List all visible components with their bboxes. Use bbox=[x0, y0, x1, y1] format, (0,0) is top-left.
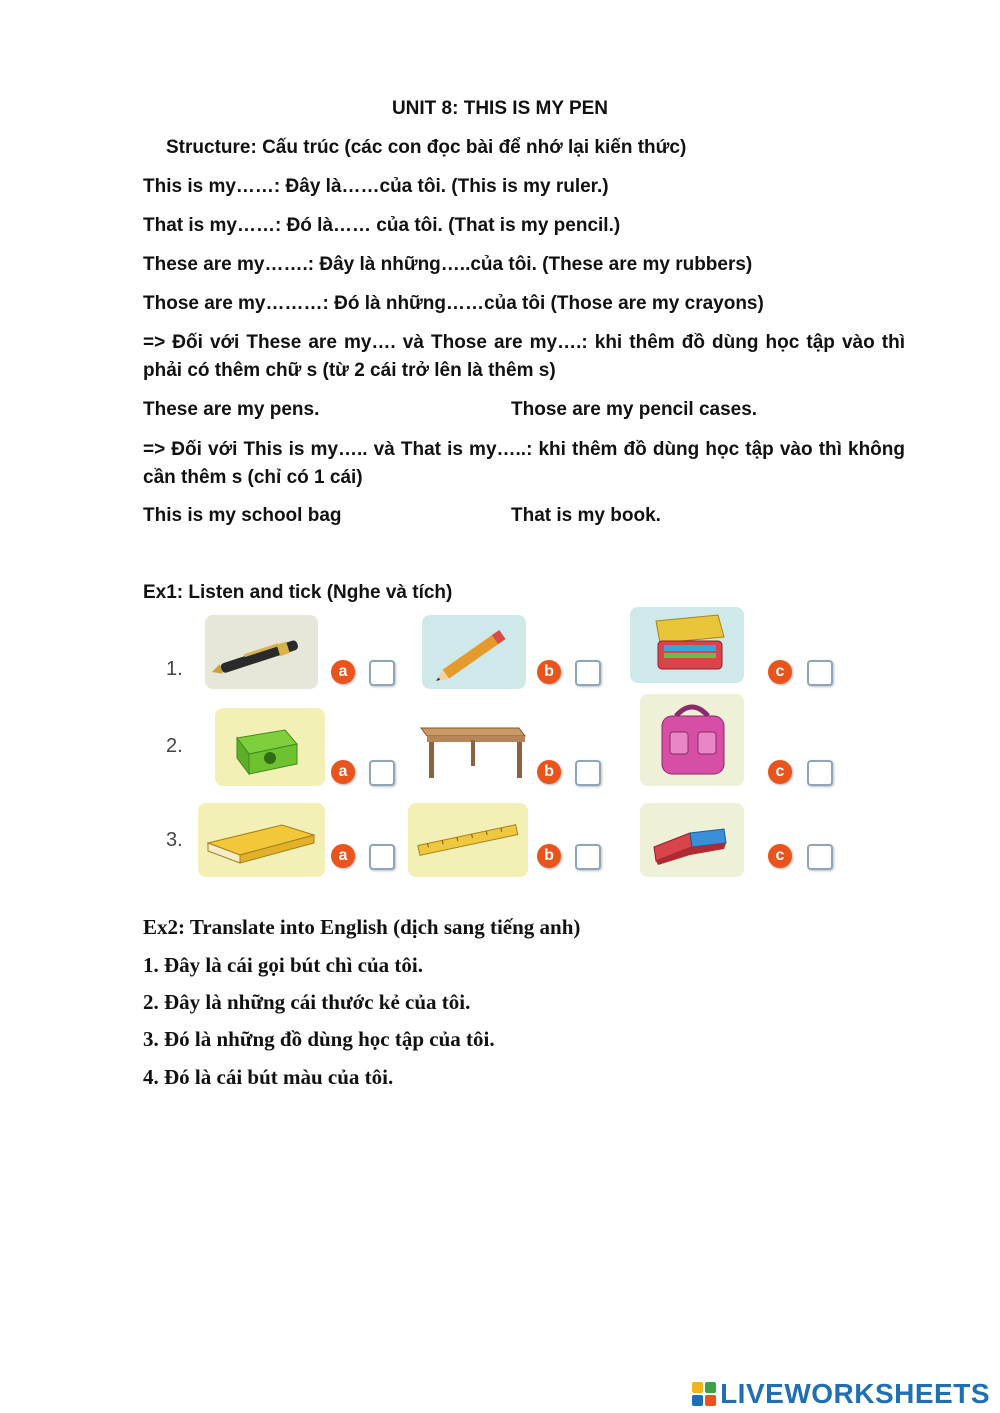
ex2-item: 2. Đây là những cái thước kẻ của tôi. bbox=[143, 990, 471, 1014]
singular-example-left: This is my school bag bbox=[143, 505, 342, 526]
pencil-picture bbox=[422, 615, 526, 689]
liveworksheets-icon bbox=[692, 1382, 716, 1406]
option-c-badge: c bbox=[768, 760, 792, 784]
liveworksheets-logo[interactable] bbox=[692, 1378, 990, 1410]
structure-heading: Structure: Cấu trúc (các con đọc bài để nhớ lại kiến thức) bbox=[166, 137, 687, 158]
option-a-badge: a bbox=[331, 660, 355, 684]
sharpener-picture bbox=[215, 708, 325, 786]
structure-line: That is my……: Đó là…… của tôi. (That is my pencil.) bbox=[143, 215, 621, 236]
option-c-badge: c bbox=[768, 844, 792, 868]
plural-note: => Đối với These are my…. và Those are my….: khi thêm đồ dùng học tập vào thì phải có thêm chữ s (từ 2 cái trở lên là thêm s) bbox=[143, 332, 905, 381]
row1-option-a-checkbox[interactable] bbox=[369, 660, 395, 686]
option-b-badge: b bbox=[537, 760, 561, 784]
ex2-heading: Ex2: Translate into English (dịch sang tiếng anh) bbox=[143, 915, 581, 939]
pen-picture bbox=[205, 615, 318, 689]
structure-line: Those are my………: Đó là những……của tôi (Those are my crayons) bbox=[143, 293, 764, 314]
pencil-case-picture bbox=[630, 607, 744, 683]
structure-line: These are my…….: Đây là những…..của tôi. (These are my rubbers) bbox=[143, 254, 753, 275]
brand-name: LIVEWORKSHEETS bbox=[720, 1378, 990, 1409]
worksheet-title: UNIT 8: THIS IS MY PEN bbox=[391, 98, 609, 119]
structure-line: This is my……: Đây là……của tôi. (This is my ruler.) bbox=[143, 176, 609, 197]
plural-example-left: These are my pens. bbox=[143, 399, 320, 420]
ex1-heading: Ex1: Listen and tick (Nghe và tích) bbox=[143, 582, 453, 603]
row1-option-c-checkbox[interactable] bbox=[807, 660, 833, 686]
plural-example-right: Those are my pencil cases. bbox=[511, 399, 758, 420]
option-b-badge: b bbox=[537, 660, 561, 684]
ruler-picture bbox=[408, 803, 528, 877]
singular-note: => Đối với This is my….. và That is my…..: khi thêm đồ dùng học tập vào thì không cần thêm s (chỉ có 1 cái) bbox=[143, 439, 905, 488]
ex1-row-1 bbox=[160, 615, 860, 695]
option-b-badge: b bbox=[537, 844, 561, 868]
ex2-item: 1. Đây là cái gọi bút chì của tôi. bbox=[143, 953, 424, 977]
ex2-item: 3. Đó là những đồ dùng học tập của tôi. bbox=[143, 1027, 495, 1051]
option-a-badge: a bbox=[331, 844, 355, 868]
ex2-item: 4. Đó là cái bút màu của tôi. bbox=[143, 1065, 394, 1089]
row2-option-a-checkbox[interactable] bbox=[369, 760, 395, 786]
desk-picture bbox=[415, 710, 529, 784]
row1-option-b-checkbox[interactable] bbox=[575, 660, 601, 686]
option-a-badge: a bbox=[331, 760, 355, 784]
row-number: 1. bbox=[166, 658, 183, 680]
option-c-badge: c bbox=[768, 660, 792, 684]
ex1-picture-grid bbox=[160, 615, 860, 885]
row-number: 2. bbox=[166, 735, 183, 757]
row3-option-b-checkbox[interactable] bbox=[575, 844, 601, 870]
ex1-row-3 bbox=[160, 803, 860, 883]
school-bag-picture bbox=[640, 694, 744, 786]
row2-option-b-checkbox[interactable] bbox=[575, 760, 601, 786]
singular-example-right: That is my book. bbox=[511, 505, 661, 526]
row2-option-c-checkbox[interactable] bbox=[807, 760, 833, 786]
ex1-row-2 bbox=[160, 710, 860, 790]
rubber-picture bbox=[640, 803, 744, 877]
book-picture bbox=[198, 803, 325, 877]
row3-option-c-checkbox[interactable] bbox=[807, 844, 833, 870]
row3-option-a-checkbox[interactable] bbox=[369, 844, 395, 870]
row-number: 3. bbox=[166, 829, 183, 851]
